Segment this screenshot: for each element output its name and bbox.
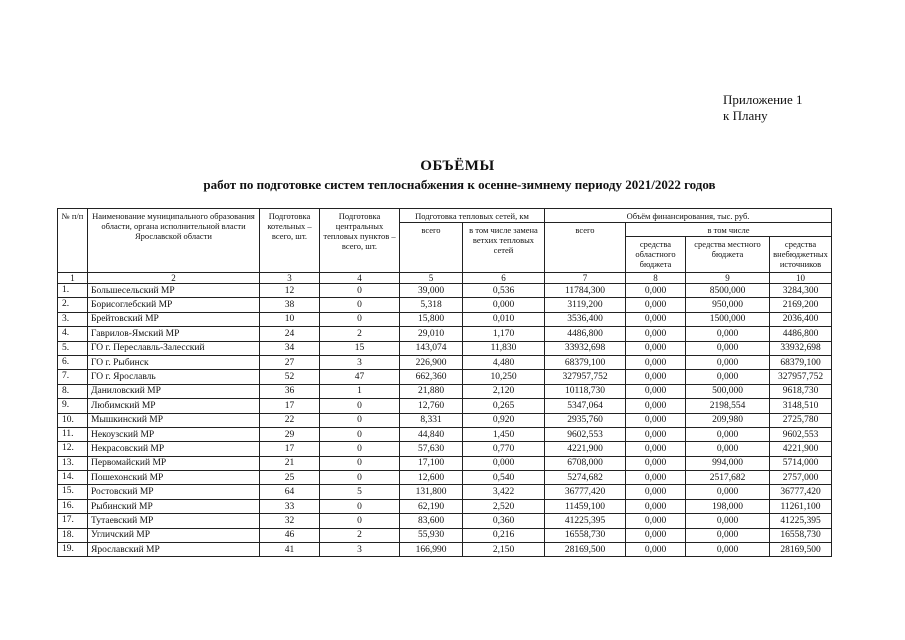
financing-total: 6708,000 [545, 456, 626, 470]
networks-old-km: 0,265 [463, 399, 545, 413]
networks-total-km: 143,074 [400, 341, 463, 355]
financing-local: 0,000 [686, 427, 770, 441]
appendix-line-2: к Плану [723, 108, 768, 123]
row-number: 19. [58, 543, 88, 557]
table-row [58, 427, 832, 441]
networks-old-km: 2,120 [463, 384, 545, 398]
financing-extra: 2036,400 [770, 312, 832, 326]
financing-local: 8500,000 [686, 284, 770, 298]
row-number: 5. [58, 341, 88, 355]
header-fin-including: в том числе [626, 223, 832, 237]
financing-local: 1500,000 [686, 312, 770, 326]
financing-extra: 2757,000 [770, 471, 832, 485]
central-points-count: 0 [320, 456, 400, 470]
col-number: 4 [320, 273, 400, 284]
financing-regional: 0,000 [626, 327, 686, 341]
municipality-name: Некоузский МР [88, 427, 260, 441]
financing-regional: 0,000 [626, 456, 686, 470]
municipality-name: Ростовский МР [88, 485, 260, 499]
financing-extra: 3148,510 [770, 399, 832, 413]
financing-regional: 0,000 [626, 399, 686, 413]
row-number: 13. [58, 456, 88, 470]
table-row [58, 499, 832, 513]
networks-total-km: 662,360 [400, 370, 463, 384]
financing-extra: 36777,420 [770, 485, 832, 499]
table-row [58, 456, 832, 470]
column-number-row [58, 273, 832, 284]
municipality-name: ГО г. Ярославль [88, 370, 260, 384]
central-points-count: 0 [320, 427, 400, 441]
row-number: 10. [58, 413, 88, 427]
appendix-line-1: Приложение 1 [723, 92, 803, 107]
financing-extra: 41225,395 [770, 514, 832, 528]
financing-extra: 2725,780 [770, 413, 832, 427]
header-networks-total: всего [400, 223, 463, 273]
central-points-count: 1 [320, 384, 400, 398]
networks-total-km: 166,990 [400, 543, 463, 557]
networks-old-km: 11,830 [463, 341, 545, 355]
networks-total-km: 131,800 [400, 485, 463, 499]
financing-local: 994,000 [686, 456, 770, 470]
municipality-name: ГО г. Переславль-Залесский [88, 341, 260, 355]
financing-local: 500,000 [686, 384, 770, 398]
header-financing: Объём финансирования, тыс. руб. [545, 209, 832, 223]
boilers-count: 34 [260, 341, 320, 355]
central-points-count: 5 [320, 485, 400, 499]
row-number: 3. [58, 312, 88, 326]
central-points-count: 0 [320, 413, 400, 427]
volumes-table [57, 208, 832, 557]
networks-total-km: 12,600 [400, 471, 463, 485]
title-subheading: работ по подготовке систем теплоснабжения к осенне-зимнему периоду 2021/2022 годов [203, 177, 716, 192]
financing-extra: 9618,730 [770, 384, 832, 398]
financing-local: 2198,554 [686, 399, 770, 413]
central-points-count: 2 [320, 327, 400, 341]
financing-extra: 4486,800 [770, 327, 832, 341]
boilers-count: 32 [260, 514, 320, 528]
municipality-name: Даниловский МР [88, 384, 260, 398]
networks-total-km: 5,318 [400, 298, 463, 312]
financing-local: 950,000 [686, 298, 770, 312]
table-row [58, 528, 832, 542]
municipality-name: Пошехонский МР [88, 471, 260, 485]
col-number: 3 [260, 273, 320, 284]
col-number: 2 [88, 273, 260, 284]
central-points-count: 0 [320, 471, 400, 485]
networks-old-km: 3,422 [463, 485, 545, 499]
table-row [58, 485, 832, 499]
financing-total: 327957,752 [545, 370, 626, 384]
financing-total: 5347,064 [545, 399, 626, 413]
central-points-count: 2 [320, 528, 400, 542]
municipality-name: ГО г. Рыбинск [88, 355, 260, 369]
financing-extra: 16558,730 [770, 528, 832, 542]
table-row [58, 284, 832, 298]
boilers-count: 12 [260, 284, 320, 298]
financing-regional: 0,000 [626, 427, 686, 441]
financing-regional: 0,000 [626, 413, 686, 427]
row-number: 15. [58, 485, 88, 499]
municipality-name: Большесельский МР [88, 284, 260, 298]
financing-extra: 9602,553 [770, 427, 832, 441]
financing-total: 3536,400 [545, 312, 626, 326]
networks-old-km: 0,920 [463, 413, 545, 427]
municipality-name: Тутаевский МР [88, 514, 260, 528]
appendix-note [723, 92, 803, 124]
document-title [0, 158, 905, 193]
boilers-count: 38 [260, 298, 320, 312]
municipality-name: Некрасовский МР [88, 442, 260, 456]
header-fin-regional: средства областного бюджета [626, 237, 686, 273]
boilers-count: 24 [260, 327, 320, 341]
table-row [58, 312, 832, 326]
networks-total-km: 29,010 [400, 327, 463, 341]
financing-regional: 0,000 [626, 442, 686, 456]
municipality-name: Любимский МР [88, 399, 260, 413]
row-number: 2. [58, 298, 88, 312]
row-number: 1. [58, 284, 88, 298]
municipality-name: Гаврилов-Ямский МР [88, 327, 260, 341]
financing-total: 16558,730 [545, 528, 626, 542]
central-points-count: 0 [320, 284, 400, 298]
col-number: 10 [770, 273, 832, 284]
financing-regional: 0,000 [626, 284, 686, 298]
financing-extra: 33932,698 [770, 341, 832, 355]
table-row [58, 384, 832, 398]
financing-extra: 68379,100 [770, 355, 832, 369]
table-row [58, 341, 832, 355]
financing-total: 9602,553 [545, 427, 626, 441]
financing-extra: 5714,000 [770, 456, 832, 470]
financing-extra: 3284,300 [770, 284, 832, 298]
row-number: 8. [58, 384, 88, 398]
header-fin-total: всего [545, 223, 626, 273]
col-number: 6 [463, 273, 545, 284]
boilers-count: 33 [260, 499, 320, 513]
networks-total-km: 12,760 [400, 399, 463, 413]
financing-regional: 0,000 [626, 485, 686, 499]
financing-extra: 2169,200 [770, 298, 832, 312]
central-points-count: 0 [320, 312, 400, 326]
row-number: 7. [58, 370, 88, 384]
financing-regional: 0,000 [626, 341, 686, 355]
financing-total: 4221,900 [545, 442, 626, 456]
networks-old-km: 4,480 [463, 355, 545, 369]
financing-total: 41225,395 [545, 514, 626, 528]
financing-regional: 0,000 [626, 355, 686, 369]
financing-total: 11784,300 [545, 284, 626, 298]
central-points-count: 15 [320, 341, 400, 355]
financing-total: 4486,800 [545, 327, 626, 341]
header-boilers: Подготовка котельных – всего, шт. [260, 209, 320, 273]
financing-regional: 0,000 [626, 471, 686, 485]
col-number: 7 [545, 273, 626, 284]
financing-local: 0,000 [686, 355, 770, 369]
financing-total: 28169,500 [545, 543, 626, 557]
networks-old-km: 2,520 [463, 499, 545, 513]
boilers-count: 10 [260, 312, 320, 326]
row-number: 9. [58, 399, 88, 413]
col-number: 8 [626, 273, 686, 284]
financing-local: 0,000 [686, 514, 770, 528]
networks-total-km: 8,331 [400, 413, 463, 427]
row-number: 14. [58, 471, 88, 485]
boilers-count: 52 [260, 370, 320, 384]
networks-total-km: 17,100 [400, 456, 463, 470]
financing-total: 10118,730 [545, 384, 626, 398]
table-row [58, 413, 832, 427]
networks-total-km: 21,880 [400, 384, 463, 398]
central-points-count: 0 [320, 514, 400, 528]
financing-regional: 0,000 [626, 384, 686, 398]
col-number: 1 [58, 273, 88, 284]
financing-regional: 0,000 [626, 528, 686, 542]
financing-total: 11459,100 [545, 499, 626, 513]
central-points-count: 3 [320, 543, 400, 557]
networks-total-km: 62,190 [400, 499, 463, 513]
networks-old-km: 2,150 [463, 543, 545, 557]
central-points-count: 0 [320, 298, 400, 312]
networks-old-km: 0,536 [463, 284, 545, 298]
table-row [58, 298, 832, 312]
title-heading: ОБЪЁМЫ [420, 158, 495, 174]
financing-extra: 28169,500 [770, 543, 832, 557]
networks-old-km: 10,250 [463, 370, 545, 384]
boilers-count: 46 [260, 528, 320, 542]
financing-regional: 0,000 [626, 499, 686, 513]
boilers-count: 25 [260, 471, 320, 485]
financing-local: 2517,682 [686, 471, 770, 485]
boilers-count: 64 [260, 485, 320, 499]
row-number: 16. [58, 499, 88, 513]
financing-local: 209,980 [686, 413, 770, 427]
central-points-count: 0 [320, 499, 400, 513]
header-networks-old: в том числе замена ветхих тепловых сетей [463, 223, 545, 273]
table-row [58, 442, 832, 456]
header-heat-networks: Подготовка тепловых сетей, км [400, 209, 545, 223]
municipality-name: Брейтовский МР [88, 312, 260, 326]
municipality-name: Угличский МР [88, 528, 260, 542]
boilers-count: 29 [260, 427, 320, 441]
row-number: 11. [58, 427, 88, 441]
boilers-count: 17 [260, 399, 320, 413]
row-number: 12. [58, 442, 88, 456]
table-row [58, 327, 832, 341]
central-points-count: 0 [320, 442, 400, 456]
financing-local: 0,000 [686, 370, 770, 384]
boilers-count: 36 [260, 384, 320, 398]
boilers-count: 22 [260, 413, 320, 427]
networks-old-km: 1,170 [463, 327, 545, 341]
boilers-count: 17 [260, 442, 320, 456]
financing-total: 3119,200 [545, 298, 626, 312]
financing-regional: 0,000 [626, 543, 686, 557]
networks-total-km: 44,840 [400, 427, 463, 441]
row-number: 6. [58, 355, 88, 369]
financing-total: 5274,682 [545, 471, 626, 485]
financing-regional: 0,000 [626, 370, 686, 384]
central-points-count: 3 [320, 355, 400, 369]
financing-local: 0,000 [686, 528, 770, 542]
networks-total-km: 83,600 [400, 514, 463, 528]
financing-regional: 0,000 [626, 312, 686, 326]
central-points-count: 0 [320, 399, 400, 413]
networks-old-km: 0,360 [463, 514, 545, 528]
table-row [58, 399, 832, 413]
financing-total: 33932,698 [545, 341, 626, 355]
networks-old-km: 1,450 [463, 427, 545, 441]
financing-local: 0,000 [686, 543, 770, 557]
financing-total: 2935,760 [545, 413, 626, 427]
networks-old-km: 0,000 [463, 298, 545, 312]
networks-old-km: 0,010 [463, 312, 545, 326]
networks-old-km: 0,000 [463, 456, 545, 470]
row-number: 4. [58, 327, 88, 341]
table-row [58, 514, 832, 528]
financing-local: 0,000 [686, 341, 770, 355]
municipality-name: Первомайский МР [88, 456, 260, 470]
header-num: № п/п [58, 209, 88, 273]
financing-extra: 327957,752 [770, 370, 832, 384]
municipality-name: Мышкинский МР [88, 413, 260, 427]
header-fin-extra: средства внебюджетных источников [770, 237, 832, 273]
municipality-name: Борисоглебский МР [88, 298, 260, 312]
financing-extra: 11261,100 [770, 499, 832, 513]
financing-local: 198,000 [686, 499, 770, 513]
col-number: 5 [400, 273, 463, 284]
networks-old-km: 0,540 [463, 471, 545, 485]
financing-local: 0,000 [686, 485, 770, 499]
financing-regional: 0,000 [626, 298, 686, 312]
financing-regional: 0,000 [626, 514, 686, 528]
table-row [58, 543, 832, 557]
networks-old-km: 0,770 [463, 442, 545, 456]
networks-total-km: 57,630 [400, 442, 463, 456]
networks-total-km: 226,900 [400, 355, 463, 369]
table-row [58, 370, 832, 384]
table-row [58, 471, 832, 485]
boilers-count: 41 [260, 543, 320, 557]
financing-local: 0,000 [686, 442, 770, 456]
header-central-points: Подготовка центральных тепловых пунктов – всего, шт. [320, 209, 400, 273]
table-row [58, 355, 832, 369]
municipality-name: Ярославский МР [88, 543, 260, 557]
header-fin-local: средства местного бюджета [686, 237, 770, 273]
boilers-count: 21 [260, 456, 320, 470]
financing-total: 68379,100 [545, 355, 626, 369]
row-number: 18. [58, 528, 88, 542]
boilers-count: 27 [260, 355, 320, 369]
networks-old-km: 0,216 [463, 528, 545, 542]
col-number: 9 [686, 273, 770, 284]
financing-total: 36777,420 [545, 485, 626, 499]
financing-local: 0,000 [686, 327, 770, 341]
municipality-name: Рыбинский МР [88, 499, 260, 513]
financing-extra: 4221,900 [770, 442, 832, 456]
networks-total-km: 55,930 [400, 528, 463, 542]
networks-total-km: 39,000 [400, 284, 463, 298]
networks-total-km: 15,800 [400, 312, 463, 326]
row-number: 17. [58, 514, 88, 528]
central-points-count: 47 [320, 370, 400, 384]
header-municipality: Наименование муниципального образования области, органа исполнительной власти Ярославской области [88, 209, 260, 273]
